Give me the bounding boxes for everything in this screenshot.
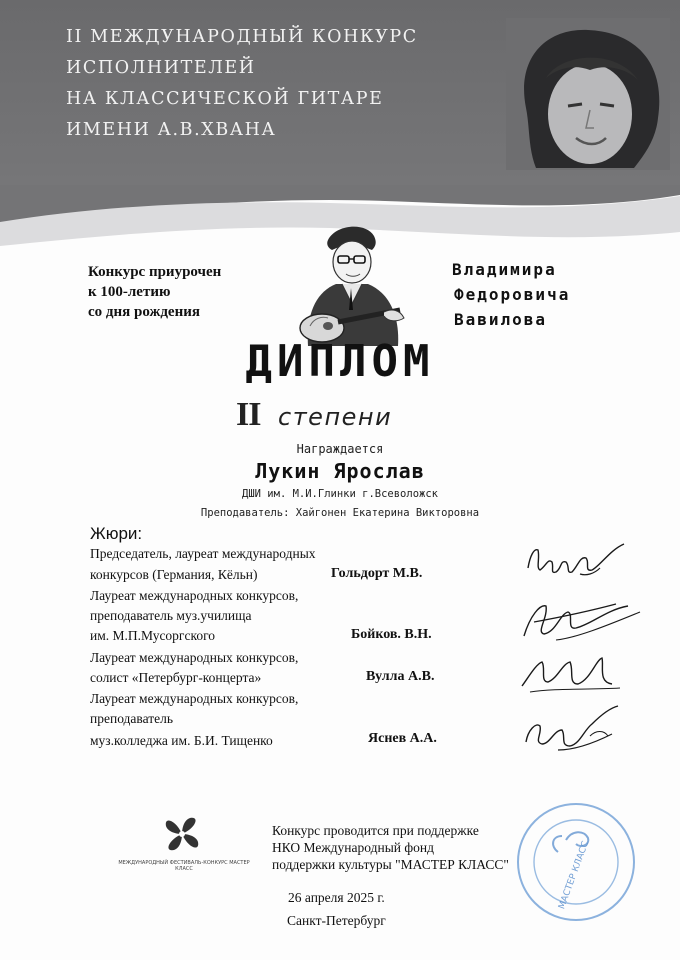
competition-title xyxy=(66,22,418,146)
jury-line-4: преподаватель муз.училища xyxy=(90,608,252,623)
support-note xyxy=(272,822,509,873)
title-line-4: ИМЕНИ А.В.ХВАНА xyxy=(66,120,277,140)
jury-line-5: им. М.П.Мусоргского xyxy=(90,628,216,643)
fund-stamp xyxy=(514,800,638,924)
jury-line-3: Лауреат международных конкурсов, xyxy=(90,588,299,603)
logo-caption: МЕЖДУНАРОДНЫЙ ФЕСТИВАЛЬ-КОНКУРС МАСТЕР КЛАСС xyxy=(118,860,250,872)
anniversary-note xyxy=(88,262,221,322)
awarded-label: Награждается xyxy=(296,442,384,456)
anniversary-line-1: Конкурс приурочен xyxy=(88,264,222,280)
master-class-logo xyxy=(118,814,248,894)
portrait-photo xyxy=(506,18,670,170)
recipient-teacher: Преподаватель: Хайгонен Екатерина Викторовна xyxy=(200,507,480,519)
jury-line-6: Лауреат международных конкурсов, xyxy=(90,650,299,665)
diploma-title: ДИПЛОМ xyxy=(245,336,435,387)
jury-line-1: Председатель, лауреат международных xyxy=(90,546,316,561)
signature-2 xyxy=(516,596,646,646)
jury-line-2: конкурсов (Германия, Кёльн) xyxy=(90,567,258,582)
honoree-first-name: Владимира xyxy=(452,260,557,279)
anniversary-line-3: со дня рождения xyxy=(88,304,200,320)
jury-line-8: Лауреат международных конкурсов, xyxy=(90,691,299,706)
jury-name-1: Гольдорт М.В. xyxy=(331,566,423,581)
title-line-2: ИСПОЛНИТЕЛЕЙ xyxy=(66,58,256,78)
anniversary-line-2: к 100-летию xyxy=(88,284,171,300)
guitarist-sketch xyxy=(288,218,414,348)
recipient-school: ДШИ им. М.И.Глинки г.Всеволожск xyxy=(242,488,438,500)
title-line-1: II МЕЖДУНАРОДНЫЙ КОНКУРС xyxy=(66,27,418,47)
signature-4 xyxy=(518,700,628,756)
support-line-3: поддержки культуры "МАСТЕР КЛАСС" xyxy=(272,857,509,872)
jury-name-3: Вулла А.В. xyxy=(366,669,435,684)
degree-number: II xyxy=(236,396,261,433)
jury-line-7: солист «Петербург-концерта» xyxy=(90,670,262,685)
jury-name-2: Бойков. В.Н. xyxy=(351,627,432,642)
honoree-patronymic: Федоровича xyxy=(454,285,571,304)
jury-line-9: преподаватель xyxy=(90,711,174,726)
jury-line-10: муз.колледжа им. Б.И. Тищенко xyxy=(90,733,273,748)
recipient-name: Лукин Ярослав xyxy=(255,459,425,483)
stamp-label: МАСТЕР КЛАСС xyxy=(557,839,592,911)
degree-word: степени xyxy=(278,403,393,431)
honoree-surname: Вавилова xyxy=(454,310,548,329)
signature-1 xyxy=(520,538,630,584)
title-line-3: НА КЛАССИЧЕСКОЙ ГИТАРЕ xyxy=(66,89,384,109)
issue-date: 26 апреля 2025 г. xyxy=(288,890,385,905)
jury-name-4: Яснев А.А. xyxy=(368,731,437,746)
honoree-name xyxy=(452,257,570,332)
signature-3 xyxy=(516,648,626,698)
support-line-2: НКО Международный фонд xyxy=(272,840,434,855)
issue-city: Санкт-Петербург xyxy=(287,913,386,928)
jury-title: Жюри: xyxy=(90,524,143,543)
support-line-1: Конкурс проводится при поддержке xyxy=(272,823,479,838)
